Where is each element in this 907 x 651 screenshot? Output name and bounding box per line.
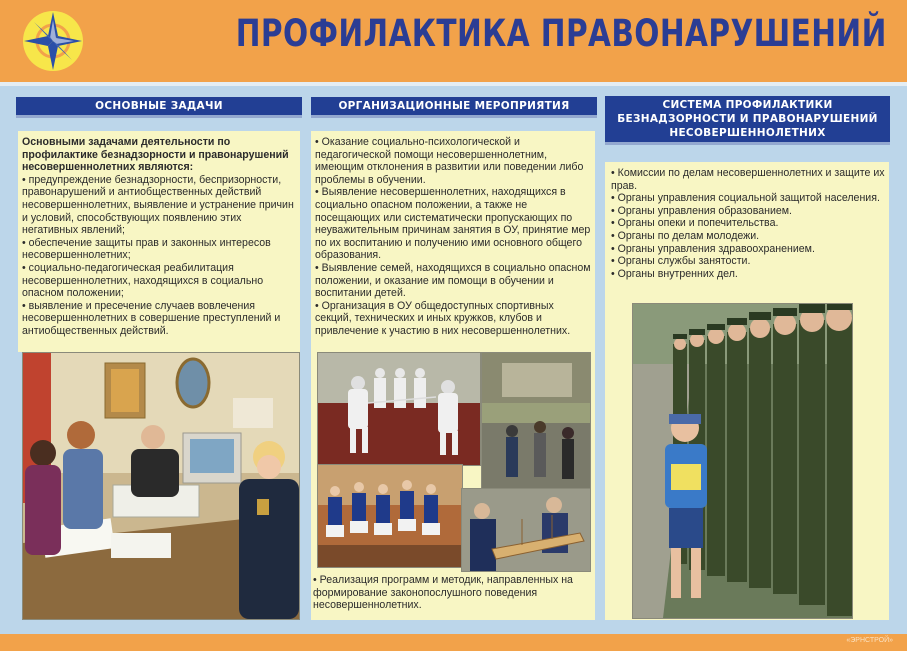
list-item: • Органы управления здравоохранением.	[611, 242, 815, 255]
list-item: • Органы внутренних дел.	[611, 267, 738, 280]
prevention-system-panel	[605, 162, 889, 302]
list-item: • Оказание социально-психологической и педагогической помощи несовершеннолетним, имеющим отклонения в развитии или поведении либо проблемы в обучении.	[315, 136, 584, 186]
page-title: ПРОФИЛАКТИКА ПРАВОНАРУШЕНИЙ	[235, 12, 887, 55]
courtyard-photo	[481, 352, 591, 490]
column-heading-main-tasks: ОСНОВНЫЕ ЗАДАЧИ	[16, 97, 302, 115]
list-item: • Органы по делам молодежи.	[611, 229, 760, 242]
list-item: • Комиссии по делам несовершеннолетних и защите их прав.	[611, 167, 885, 192]
classroom-photo	[22, 352, 300, 620]
list-item: • Выявление семей, находящихся в социально опасном положении, и оказание им помощи в обучении и воспитании детей.	[315, 261, 591, 300]
poster-header	[0, 0, 907, 82]
list-item: • Органы управления социальной защитой населения.	[611, 192, 880, 205]
ship-model-illustration	[462, 489, 590, 571]
main-tasks-lead: Основными задачами деятельности по профилактике безнадзорности и правонарушений несовершеннолетних являются:	[22, 136, 289, 174]
organizational-measures-panel	[311, 131, 595, 352]
classroom-illustration	[23, 353, 299, 619]
list-item: • обеспечение защиты прав и законных интересов несовершеннолетних;	[22, 236, 271, 262]
list-item: • Организация в ОУ общедоступных спортивных секций, технических и иных кружков, клубов и привлечение к участию в них несовершеннолетних.	[315, 299, 571, 337]
dance-illustration	[318, 465, 462, 567]
publisher-mark: «ЭРНСТРОЙ»	[846, 637, 893, 644]
poster-footer	[0, 634, 907, 651]
cadets-illustration	[633, 304, 852, 618]
list-item: • Выявление несовершеннолетних, находящихся в социально опасном положении, а также не посещающих или систематически пропускающих по неуважительным причинам занятия в ОУ, принятие мер по их воспитанию и получению ими основного общего образования.	[315, 186, 591, 262]
ship-model-photo	[461, 488, 591, 572]
organizational-bottom-item	[313, 574, 593, 612]
header-divider	[0, 82, 907, 86]
column-heading-organizational-measures: ОРГАНИЗАЦИОННЫЕ МЕРОПРИЯТИЯ	[311, 97, 597, 115]
cadets-photo	[632, 303, 853, 619]
fencing-photo	[317, 352, 481, 466]
emergency-star-emblem-icon	[22, 10, 84, 72]
column-heading-prevention-system: СИСТЕМА ПРОФИЛАКТИКИ БЕЗНАДЗОРНОСТИ И ПРАВОНАРУШЕНИЙ НЕСОВЕРШЕННОЛЕТНИХ	[605, 96, 890, 142]
list-item: • Органы службы занятости.	[611, 255, 751, 268]
list-item: • Реализация программ и методик, направленных на формирование законопослушного поведения несовершеннолетних.	[313, 574, 573, 612]
fencing-illustration	[318, 353, 480, 465]
list-item: • Органы опеки и попечительства.	[611, 217, 779, 230]
courtyard-illustration	[482, 353, 590, 489]
list-item: • социально-педагогическая реабилитация несовершеннолетних, находящихся в социально опасном положении;	[22, 261, 264, 300]
main-tasks-panel	[18, 131, 300, 352]
list-item: • предупреждение безнадзорности, беспризорности, правонарушений и антиобщественных действий несовершеннолетних, выявление и устранение причин и условий, способствующих появлению этих негативных явлений;	[22, 173, 294, 237]
dance-photo	[317, 464, 463, 568]
list-item: • Органы управления образованием.	[611, 204, 792, 217]
list-item: • выявление и пресечение случаев вовлечения несовершеннолетних в совершение преступлений и антиобщественных действий.	[22, 299, 281, 337]
